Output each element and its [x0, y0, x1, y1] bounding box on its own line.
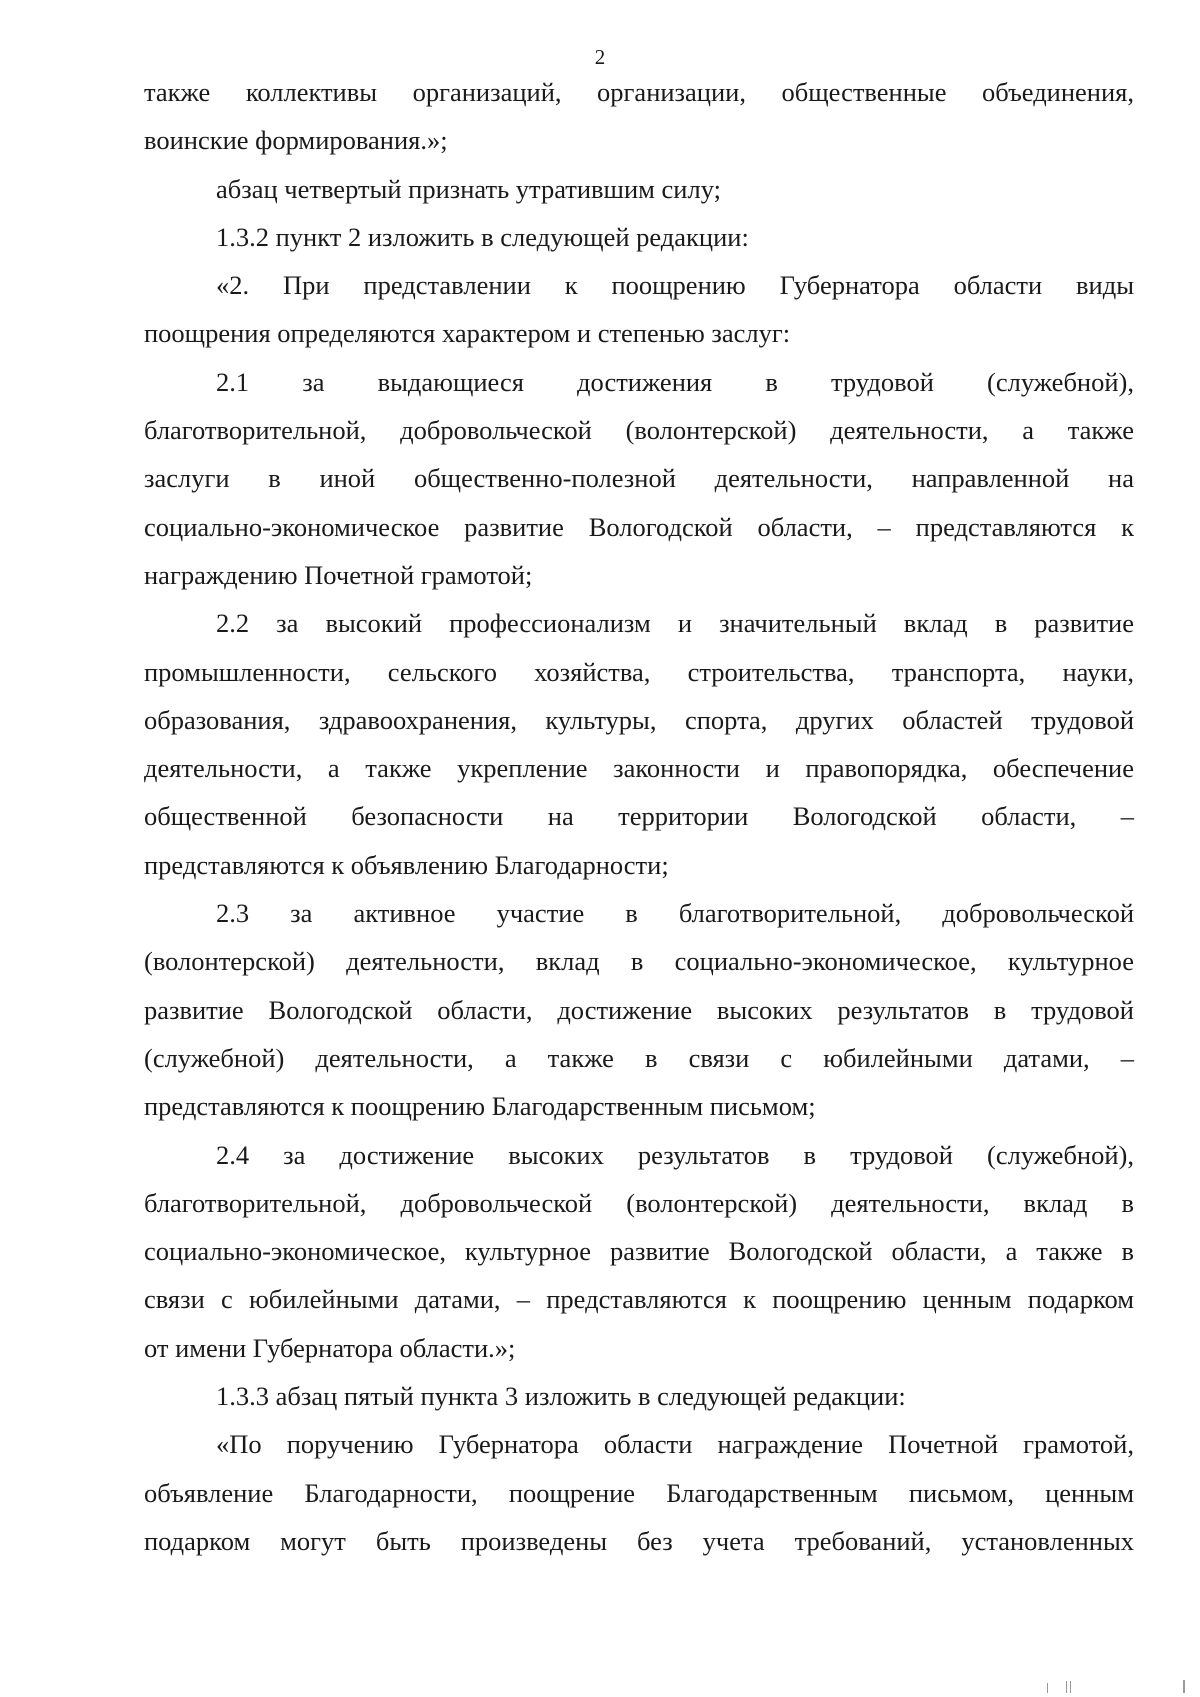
paragraph	[144, 1372, 1134, 1420]
paragraph	[144, 599, 1134, 889]
text-line: заслуги в иной общественно-полезной деятельности, направленной на	[144, 463, 1134, 494]
text-line: подарком могут быть произведены без учета требований, установленных	[144, 1525, 1134, 1556]
text-line: представляются к поощрению Благодарственным письмом;	[144, 1091, 816, 1122]
text-line: социально-экономическое, культурное развитие Вологодской области, а также в	[144, 1236, 1134, 1267]
text-line: 2.4 за достижение высоких результатов в трудовой (служебной),	[216, 1139, 1134, 1170]
scan-mark	[1183, 1680, 1185, 1693]
text-line: также коллективы организаций, организации, общественные объединения,	[144, 77, 1134, 107]
text-line: объявление Благодарности, поощрение Благодарственным письмом, ценным	[144, 1477, 1134, 1508]
text-line: абзац четвертый признать утратившим силу;	[216, 173, 721, 204]
text-line: образования, здравоохранения, культуры, спорта, других областей трудовой	[144, 704, 1134, 735]
text-line: связи с юбилейными датами, – представляются к поощрению ценным подарком	[144, 1284, 1134, 1315]
paragraph	[144, 261, 1134, 358]
scan-mark	[1066, 1681, 1067, 1693]
text-line: 2.3 за активное участие в благотворительной, добровольческой	[216, 898, 1134, 929]
paragraph	[144, 1420, 1134, 1565]
paragraph	[144, 1131, 1134, 1372]
text-line: (служебной) деятельности, а также в связи с юбилейными датами, –	[144, 1042, 1134, 1073]
text-line: 2.1 за выдающиеся достижения в трудовой (служебной),	[216, 366, 1134, 397]
text-line: 1.3.3 абзац пятый пункта 3 изложить в следующей редакции:	[216, 1381, 906, 1412]
paragraph	[144, 165, 1134, 213]
text-line: 2.2 за высокий профессионализм и значительный вклад в развитие	[216, 608, 1134, 639]
document-body	[144, 68, 1134, 1565]
text-line: благотворительной, добровольческой (волонтерской) деятельности, вклад в	[144, 1187, 1134, 1218]
text-line: «По поручению Губернатора области награждение Почетной грамотой,	[216, 1429, 1134, 1460]
paragraph	[144, 213, 1134, 261]
text-line: развитие Вологодской области, достижение высоких результатов в трудовой	[144, 994, 1134, 1025]
text-line: социально-экономическое развитие Вологодской области, – представляются к	[144, 511, 1134, 542]
text-line: воинские формирования.»;	[144, 125, 448, 156]
text-line: представляются к объявлению Благодарности;	[144, 849, 669, 880]
text-line: «2. При представлении к поощрению Губернатора области виды	[216, 270, 1134, 301]
text-line: (волонтерской) деятельности, вклад в социально-экономическое, культурное	[144, 946, 1134, 977]
scan-mark	[1070, 1681, 1071, 1693]
text-line: промышленности, сельского хозяйства, строительства, транспорта, науки,	[144, 656, 1134, 687]
text-line: 1.3.2 пункт 2 изложить в следующей редакции:	[216, 221, 749, 252]
text-line: деятельности, а также укрепление законности и правопорядка, обеспечение	[144, 753, 1134, 784]
text-line: общественной безопасности на территории Вологодской области, –	[144, 801, 1134, 832]
paragraph	[144, 358, 1134, 599]
text-line: награждению Почетной грамотой;	[144, 559, 533, 590]
text-line: от имени Губернатора области.»;	[144, 1332, 516, 1363]
text-line: благотворительной, добровольческой (волонтерской) деятельности, а также	[144, 415, 1134, 446]
paragraph	[144, 68, 1134, 165]
scan-mark	[1047, 1683, 1048, 1693]
text-line: поощрения определяются характером и степенью заслуг:	[144, 318, 791, 349]
page-number: 2	[594, 45, 606, 69]
paragraph	[144, 889, 1134, 1130]
